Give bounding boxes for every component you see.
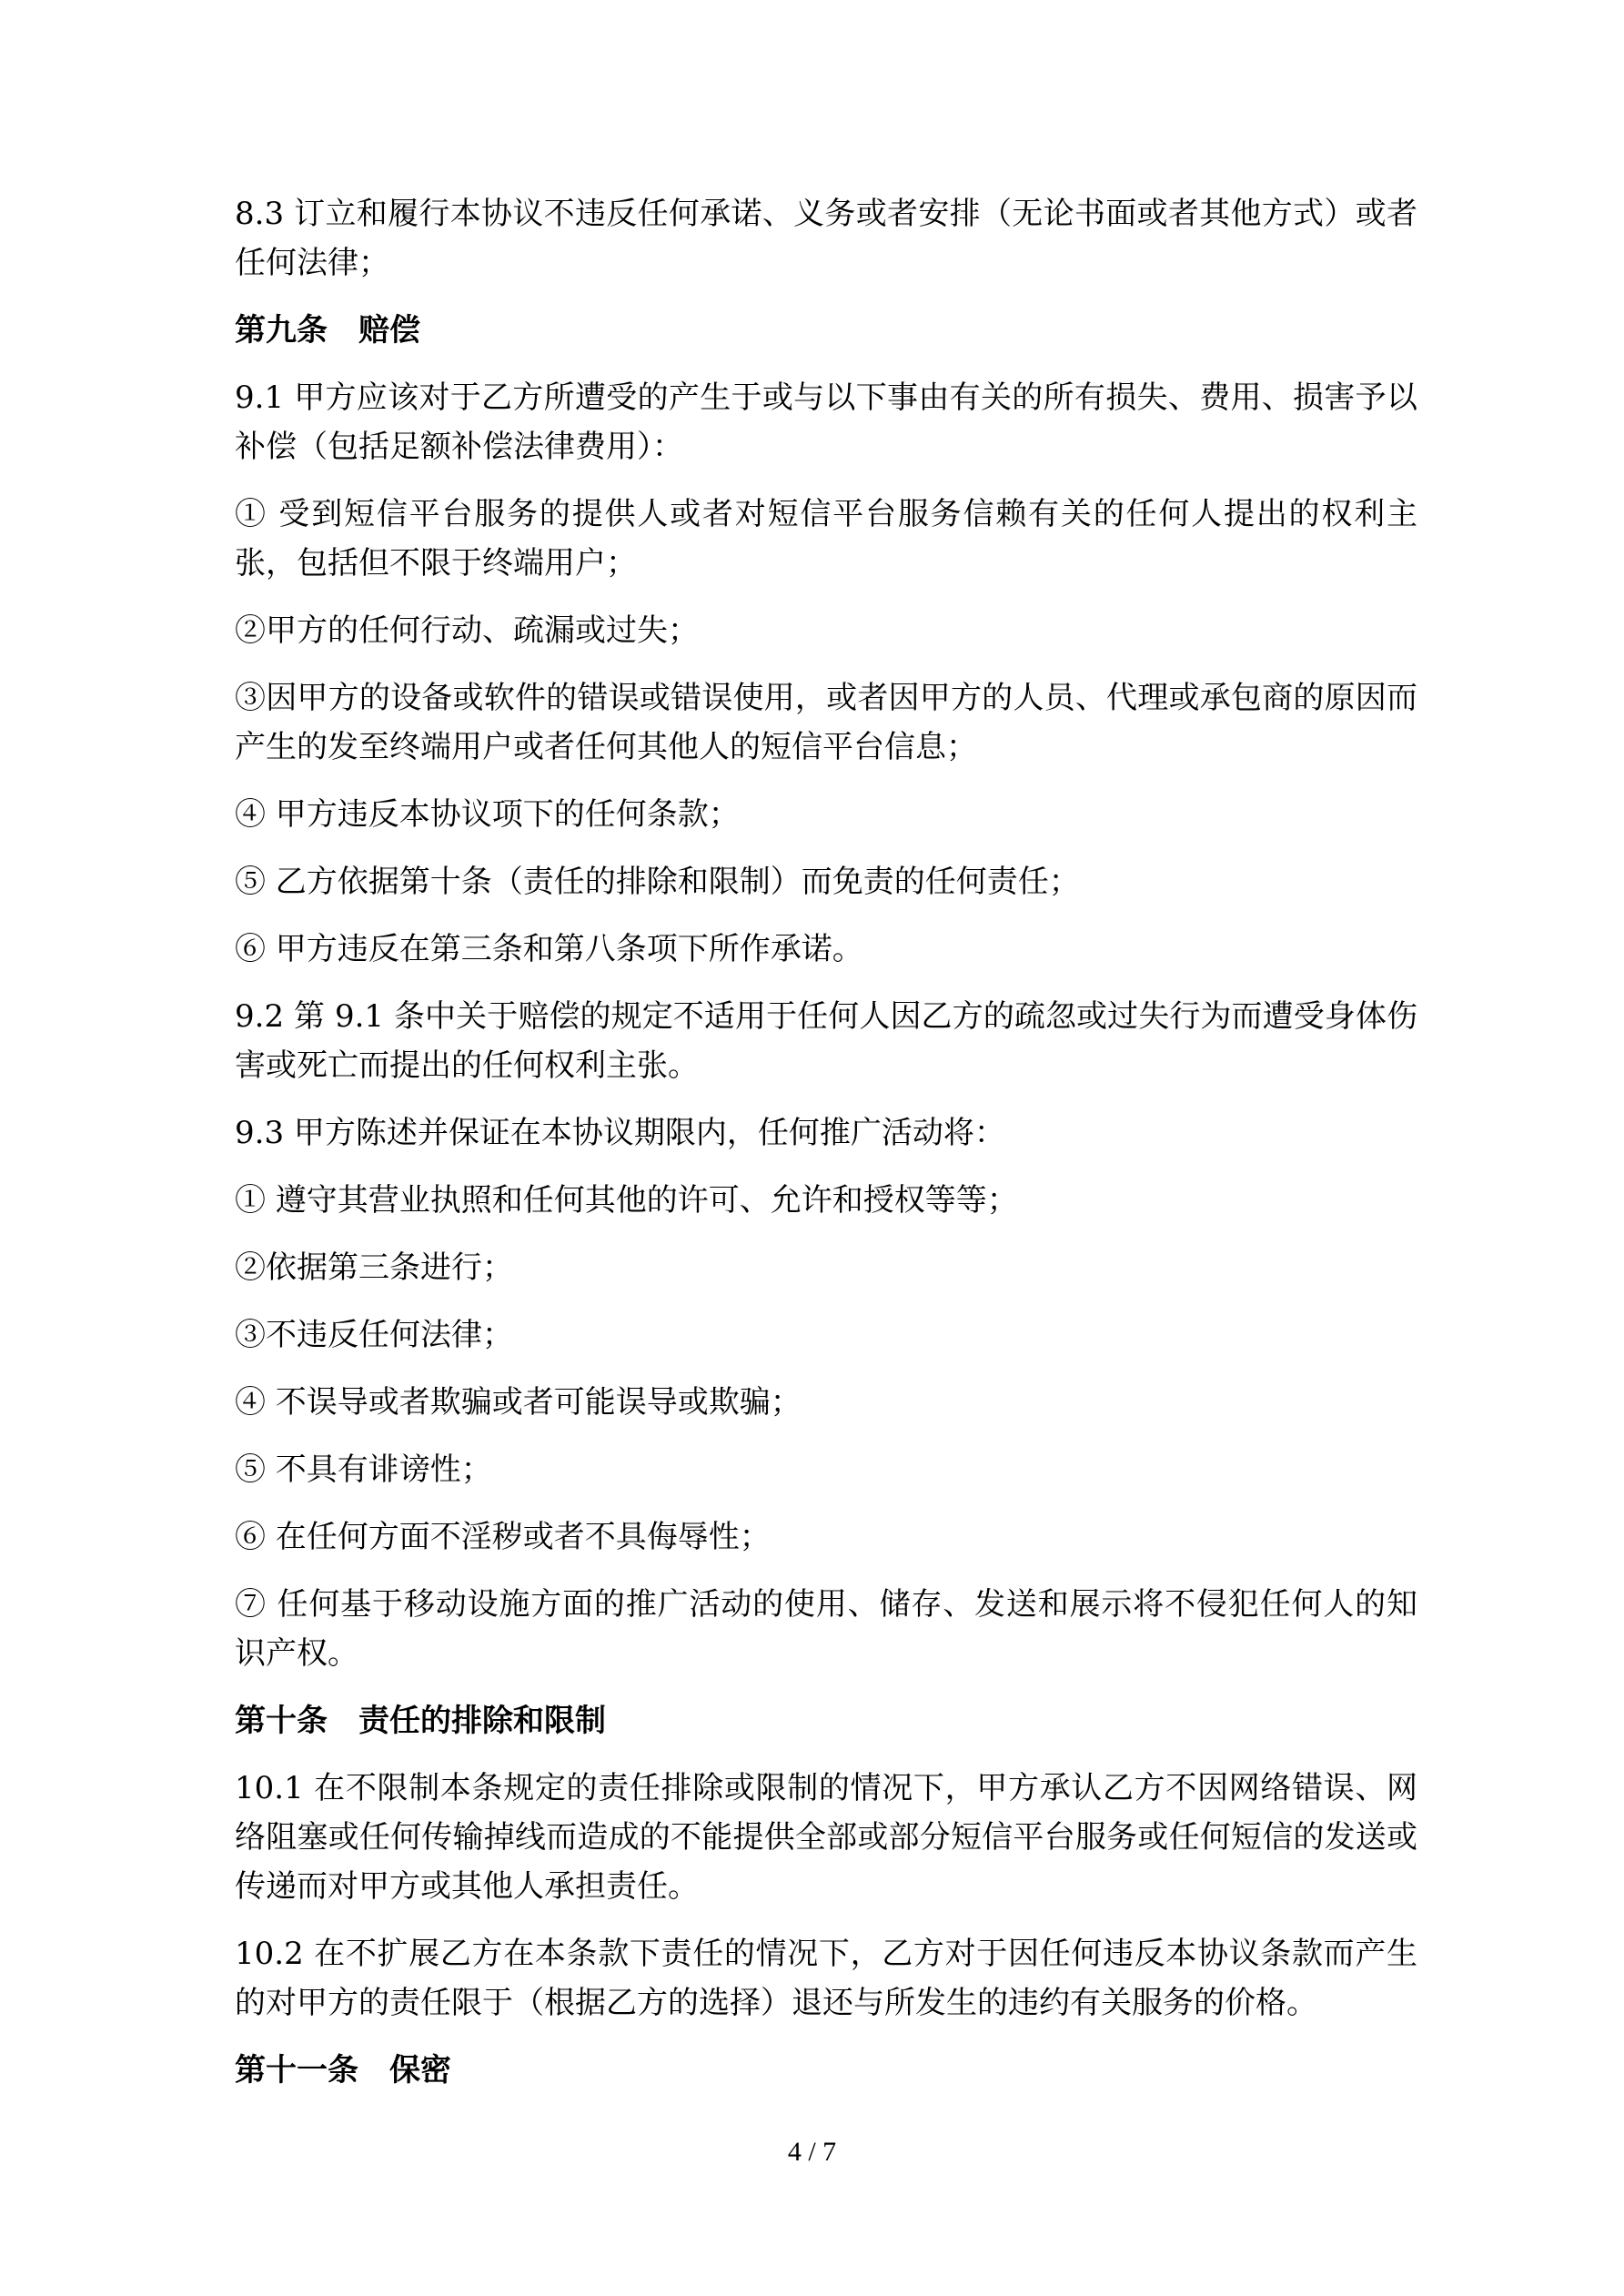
clause-9-3: 9.3 甲方陈述并保证在本协议期限内，任何推广活动将：	[235, 1115, 1005, 1151]
article-9-heading: 第九条 赔偿	[235, 312, 420, 349]
list-item: ③因甲方的设备或软件的错误或错误使用，或者因甲方的人员、代理或承包商的原因而产生的发至终端用户或者任何其他人的短信平台信息；	[235, 680, 1417, 765]
list-item: ⑤ 不具有诽谤性；	[235, 1451, 492, 1488]
clause-10-2: 10.2 在不扩展乙方在本条款下责任的情况下，乙方对于因任何违反本协议条款而产生的对甲方的责任限于（根据乙方的选择）退还与所发生的违约有关服务的价格。	[235, 1936, 1417, 2021]
list-item: ① 受到短信平台服务的提供人或者对短信平台服务信赖有关的任何人提出的权利主张，包括但不限于终端用户；	[235, 496, 1417, 582]
list-item: ③不违反任何法律；	[235, 1317, 513, 1353]
list-item: ②依据第三条进行；	[235, 1249, 513, 1286]
document-body	[235, 189, 1417, 2113]
list-item: ⑥ 在任何方面不淫秽或者不具侮辱性；	[235, 1519, 771, 1555]
list-item: ⑥ 甲方违反在第三条和第八条项下所作承诺。	[235, 931, 863, 967]
page-number: 4 / 7	[787, 2137, 837, 2167]
list-item: ① 遵守其营业执照和任何其他的许可、允许和授权等等；	[235, 1182, 1018, 1219]
clause-10-1: 10.1 在不限制本条规定的责任排除或限制的情况下，甲方承认乙方不因网络错误、网络阻塞或任何传输掉线而造成的不能提供全部或部分短信平台服务或任何短信的发送或传递而对甲方或其他人承担责任。	[235, 1770, 1417, 1905]
article-10-heading: 第十条 责任的排除和限制	[235, 1703, 606, 1739]
article-11-heading: 第十一条 保密	[235, 2052, 451, 2089]
list-item: ⑦ 任何基于移动设施方面的推广活动的使用、储存、发送和展示将不侵犯任何人的知识产权。	[235, 1586, 1417, 1672]
clause-8-3: 8.3 订立和履行本协议不违反任何承诺、义务或者安排（无论书面或者其他方式）或者任何法律；	[235, 196, 1417, 281]
clause-9-2: 9.2 第 9.1 条中关于赔偿的规定不适用于任何人因乙方的疏忽或过失行为而遭受身体伤害或死亡而提出的任何权利主张。	[235, 998, 1417, 1084]
list-item: ⑤ 乙方依据第十条（责任的排除和限制）而免责的任何责任；	[235, 864, 1080, 900]
clause-9-1: 9.1 甲方应该对于乙方所遭受的产生于或与以下事由有关的所有损失、费用、损害予以补偿（包括足额补偿法律费用）：	[235, 379, 1417, 465]
list-item: ④ 甲方违反本协议项下的任何条款；	[235, 796, 740, 833]
list-item: ②甲方的任何行动、疏漏或过失；	[235, 612, 699, 649]
list-item: ④ 不误导或者欺骗或者可能误导或欺骗；	[235, 1384, 802, 1421]
